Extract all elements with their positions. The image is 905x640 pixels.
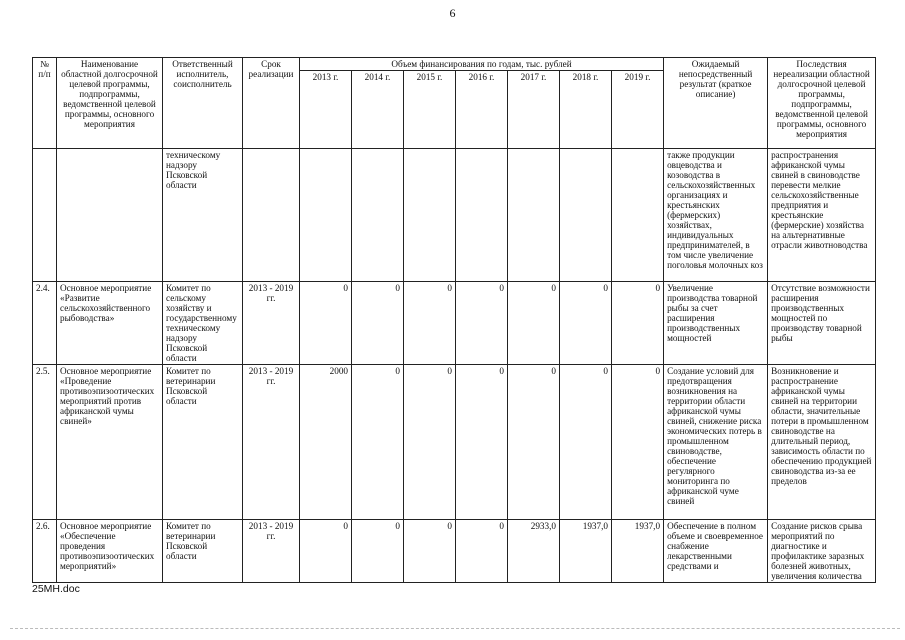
row-value: 0 [352,365,404,520]
row-term: 2013 - 2019 гг. [243,520,300,583]
row-num: 2.5. [33,365,57,520]
table-row [33,365,876,520]
header-year: 2015 г. [404,71,456,149]
header-year: 2013 г. [300,71,352,149]
row-value: 0 [508,365,560,520]
row-executor: Комитет по ветеринарии Псковской области [163,365,243,520]
row-value: 0 [508,282,560,365]
row-value [456,149,508,282]
table-row [33,282,876,365]
header-year: 2014 г. [352,71,404,149]
table-row [33,149,876,282]
row-term [243,149,300,282]
row-value [612,149,664,282]
row-num: 2.6. [33,520,57,583]
row-executor: Комитет по ветеринарии Псковской области [163,520,243,583]
row-value [300,149,352,282]
header-name: Наименование областной долгосрочной целевой программы, подпрограммы, ведомственной целевой программы, основного мероприятия [57,58,163,149]
header-financing: Объем финансирования по годам, тыс. рублей [300,58,664,71]
row-value: 2933,0 [508,520,560,583]
header-year: 2016 г. [456,71,508,149]
row-executor: техническому надзору Псковской области [163,149,243,282]
row-value: 0 [560,365,612,520]
row-value: 0 [456,520,508,583]
scan-artifact-line [10,628,900,629]
row-value: 0 [300,520,352,583]
row-value [404,149,456,282]
table-row [33,520,876,583]
row-value: 0 [404,365,456,520]
header-year: 2019 г. [612,71,664,149]
header-consequences: Последствия нереализации областной долгосрочной целевой программы, подпрограммы, ведомственной целевой программы, основного мероприятия [768,58,876,149]
row-value: 0 [404,282,456,365]
row-value [560,149,612,282]
row-term: 2013 - 2019 гг. [243,282,300,365]
row-value: 0 [612,365,664,520]
header-year: 2017 г. [508,71,560,149]
row-result: Создание условий для предотвращения возникновения на территории области африканской чумы свиней, снижение риска экономических потерь в промышленном свиноводстве, обеспечение регулярного мониторинга по африканской чуме свиней [664,365,768,520]
row-consequences: Возникновение и распространение африканской чумы свиней на территории области, значительные потери в промышленном свиноводстве на длительный период, зависимость области по обеспечению продукцией свиноводства из-за ее пределов [768,365,876,520]
row-result: также продукции овцеводства и козоводства в сельскохозяйственных организациях и крестьянских (фермерских) хозяйствах, индивидуальных предпринимателей, в том числе увеличение поголовья молочных коз [664,149,768,282]
row-name: Основное мероприятие «Развитие сельскохозяйственного рыбоводства» [57,282,163,365]
row-term: 2013 - 2019 гг. [243,365,300,520]
row-result: Увеличение производства товарной рыбы за счет расширения производственных мощностей [664,282,768,365]
row-value: 0 [560,282,612,365]
header-term: Срок реализации [243,58,300,149]
row-consequences: распространения африканской чумы свиней в свиноводстве перевести мелкие сельскохозяйственные предприятия и крестьянские (фермерские) хозяйства на альтернативные отрасли животноводства [768,149,876,282]
row-consequences: Отсутствие возможности расширения производственных мощностей по производству товарной рыбы [768,282,876,365]
row-name [57,149,163,282]
row-value [352,149,404,282]
row-value: 0 [352,282,404,365]
row-name: Основное мероприятие «Обеспечение проведения противоэпизоотических мероприятий» [57,520,163,583]
financing-table [32,57,876,583]
header-executor: Ответственный исполнитель, соисполнитель [163,58,243,149]
row-value: 1937,0 [612,520,664,583]
document-filename: 25МН.doc [32,583,80,595]
row-name: Основное мероприятие «Проведение противоэпизоотических мероприятий против африканской чумы свиней» [57,365,163,520]
row-num [33,149,57,282]
row-value: 0 [456,365,508,520]
page-number: 6 [449,6,456,20]
row-value: 0 [612,282,664,365]
row-executor: Комитет по сельскому хозяйству и государственному техническому надзору Псковской области [163,282,243,365]
row-value: 0 [300,282,352,365]
header-num: № п/п [33,58,57,149]
row-value: 2000 [300,365,352,520]
row-value: 1937,0 [560,520,612,583]
row-num: 2.4. [33,282,57,365]
row-value [508,149,560,282]
row-result: Обеспечение в полном объеме и своевременное снабжение лекарственными средствами и [664,520,768,583]
row-value: 0 [352,520,404,583]
row-consequences: Создание рисков срыва мероприятий по диагностике и профилактике заразных болезней животных, увеличения количества [768,520,876,583]
row-value: 0 [404,520,456,583]
header-result: Ожидаемый непосредственный результат (краткое описание) [664,58,768,149]
row-value: 0 [456,282,508,365]
header-year: 2018 г. [560,71,612,149]
